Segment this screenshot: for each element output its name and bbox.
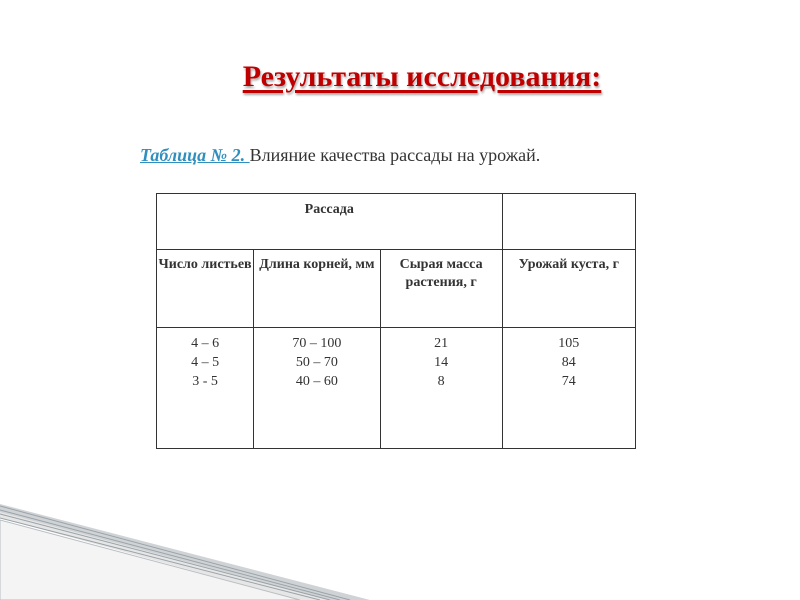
swoosh-band-dark xyxy=(0,520,300,600)
cell-value: 74 xyxy=(561,374,576,389)
table-group-header-row xyxy=(157,194,636,250)
cell-value: 50 – 70 xyxy=(295,355,338,370)
cell-value: 40 – 60 xyxy=(295,374,338,389)
cell-root-length xyxy=(254,328,381,449)
table-column-header-row xyxy=(157,250,636,328)
table-number-label: Таблица № 2. xyxy=(140,145,250,165)
column-header-leaf-count: Число листьев xyxy=(157,250,254,328)
cell-value: 105 xyxy=(558,336,580,351)
group-header-seedlings: Рассада xyxy=(157,194,503,250)
column-header-fresh-mass: Сырая масса растения, г xyxy=(380,250,502,328)
table-caption-text: Влияние качества рассады на урожай. xyxy=(249,145,541,165)
cell-fresh-mass xyxy=(380,328,502,449)
cell-value: 3 - 5 xyxy=(192,374,218,389)
table-caption xyxy=(140,145,540,166)
decorative-swoosh xyxy=(0,490,800,600)
data-table xyxy=(156,193,636,449)
group-header-empty-cell xyxy=(502,194,635,250)
cell-value: 8 xyxy=(437,374,445,389)
cell-yield xyxy=(502,328,635,449)
cell-value: 14 xyxy=(434,355,449,370)
cell-leaf-count xyxy=(157,328,254,449)
cell-value: 70 – 100 xyxy=(292,336,342,351)
cell-value: 4 – 6 xyxy=(191,336,220,351)
column-header-root-length: Длина корней, мм xyxy=(254,250,381,328)
column-header-yield: Урожай куста, г xyxy=(502,250,635,328)
slide-title: Результаты исследования: xyxy=(242,60,602,93)
cell-value: 84 xyxy=(561,355,576,370)
cell-value: 4 – 5 xyxy=(191,355,220,370)
cell-value: 21 xyxy=(434,336,449,351)
table-data-row xyxy=(157,328,636,449)
